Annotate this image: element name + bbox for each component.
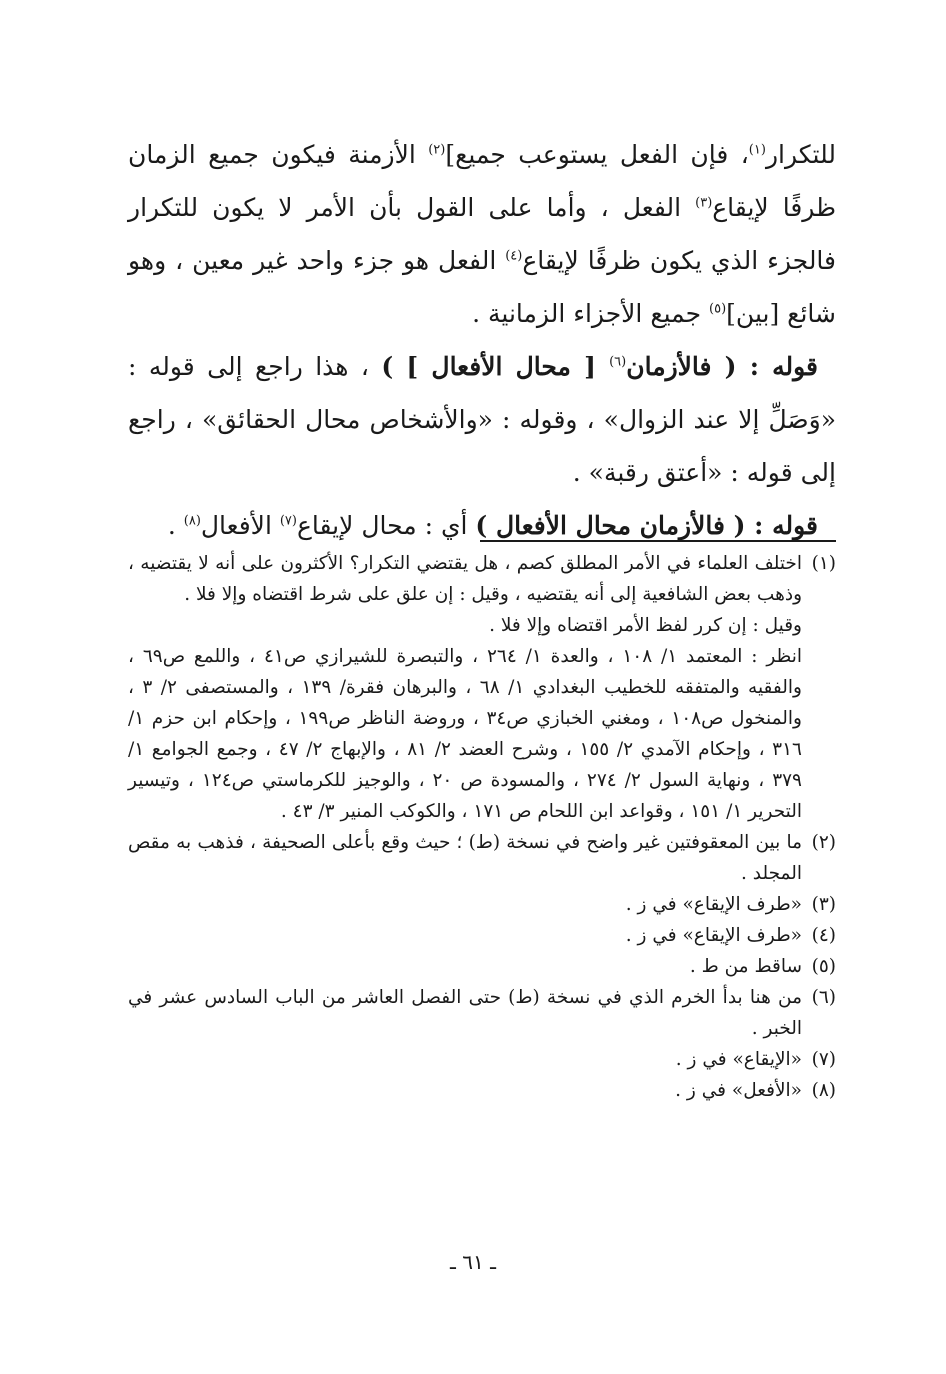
footnote-separator bbox=[480, 540, 836, 542]
footnote-body bbox=[128, 548, 802, 610]
footnote-number: (٥) bbox=[811, 956, 836, 977]
footnote-ref-2[interactable]: (٢) bbox=[428, 142, 446, 158]
footnote-text: «الإيقاع» في ز . bbox=[675, 1049, 802, 1070]
footnote-5 bbox=[128, 951, 836, 982]
footnote-4 bbox=[128, 920, 836, 951]
footnote-number: (٢) bbox=[811, 832, 836, 853]
footnote-7 bbox=[128, 1044, 836, 1075]
footnote-text: «الأفعل» في ز . bbox=[675, 1080, 802, 1101]
footnote-8 bbox=[128, 1075, 836, 1106]
footnote-1-references: انظر : المعتمد ١/ ١٠٨ ، والعدة ١/ ٢٦٤ ، والتبصرة للشيرازي ص٤١ ، واللمع ص٦٩ ، والفقيه والمتفقه للخطيب البغدادي ١/ ٦٨ ، والبرهان فقرة/ ١٣٩ ، والمستصفى ٢/ ٣ ، والمنخول ص١٠٨ ، ومغني الخبازي ص٣٤ ، وروضة الناظر ص١٩٩ ، وإحكام ابن حزم ١/ ٣١٦ ، وإحكام الآمدي ٢/ ١٥٥ ، وشرح العضد ٢/ ٨١ ، والإبهاج ٢/ ٤٧ ، وجمع الجوامع ١/ ٣٧٩ ، ونهاية السول ٢/ ٢٧٤ ، والمسودة ص ٢٠ ، والوجيز للكرماستي ص١٢٤ ، وتيسير التحرير ١/ ١٥١ ، وقواعد ابن اللحام ص ١٧١ ، والكوكب المنير ٣/ ٤٣ . bbox=[128, 646, 802, 822]
footnote-number: (٧) bbox=[811, 1049, 836, 1070]
footnotes bbox=[128, 548, 836, 1106]
footnote-ref-6[interactable]: (٦) bbox=[609, 354, 627, 370]
text-run: الأزمنة فيكون جميع الزمان ظرفًا لإيقاع bbox=[128, 140, 837, 222]
footnote-text: اختلف العلماء في الأمر المطلق كصم ، هل يقتضي التكرار؟ الأكثرون على أنه لا يقتضيه ، وذهب بعض الشافعية إلى أنه يقتضيه ، وقيل : إن علق على شرط اقتضاه وإلا فلا . bbox=[128, 553, 802, 605]
text-run: الأفعال bbox=[200, 511, 280, 540]
text-run: ، هذا راجع إلى قوله : «وَصَلِّ إلا عند الزوال» ، وقوله : «والأشخاص محال الحقائق» ، راجع إلى قوله : «أعتق رقبة» . bbox=[128, 352, 836, 487]
footnote-text: «طرف الإيقاع» في ز . bbox=[625, 925, 802, 946]
paragraph-2 bbox=[128, 340, 836, 499]
footnote-6 bbox=[128, 982, 836, 1044]
paragraph-3 bbox=[128, 499, 836, 552]
footnote-2 bbox=[128, 827, 836, 889]
paragraph-1 bbox=[128, 128, 836, 340]
footnote-text: من هنا بدأ الخرم الذي في نسخة (ط) حتى الفصل العاشر من الباب السادس عشر في الخبر . bbox=[128, 987, 802, 1039]
footnote-ref-5[interactable]: (٥) bbox=[709, 301, 727, 317]
text-run: الفعل ، وأما على القول بأن الأمر لا يكون للتكرار فالجزء الذي يكون ظرفًا لإيقاع bbox=[128, 193, 836, 275]
page-number: ـ ٦١ ـ bbox=[450, 1250, 496, 1274]
footnote-1-continuation: وقيل : إن كرر لفظ الأمر اقتضاه وإلا فلا . bbox=[489, 615, 802, 636]
footnote-number: (٦) bbox=[811, 987, 836, 1008]
text-run: أي : محال لإيقاع bbox=[296, 511, 476, 540]
bold-lemma: قوله : ( فالأزمان bbox=[626, 352, 818, 381]
footnote-ref-7[interactable]: (٧) bbox=[279, 513, 297, 529]
bold-lemma: [ محال الأفعال ] ) bbox=[381, 352, 610, 381]
footnote-number: (٨) bbox=[811, 1080, 836, 1101]
text-run: ، فإن الفعل يستوعب جميع] bbox=[445, 140, 749, 169]
footnote-text: ساقط من ط . bbox=[689, 956, 802, 977]
footnote-text: «طرف الإيقاع» في ز . bbox=[625, 894, 802, 915]
footnote-ref-4[interactable]: (٤) bbox=[505, 248, 523, 264]
text-run: . bbox=[167, 511, 184, 540]
text-run: الفعل هو جزء واحد غير معين ، وهو شائع [بين] bbox=[128, 246, 836, 328]
text-run: للتكرار bbox=[765, 140, 836, 169]
text-run: جميع الأجزاء الزمانية . bbox=[472, 299, 710, 328]
footnote-ref-8[interactable]: (٨) bbox=[183, 513, 201, 529]
footnote-text: ما بين المعقوفتين غير واضح في نسخة (ط) ؛ حيث وقع بأعلى الصحيفة ، فذهب به مقص المجلد . bbox=[128, 832, 802, 884]
footnote-number: (١) bbox=[811, 553, 836, 574]
footnote-number: (٤) bbox=[811, 925, 836, 946]
footnote-3 bbox=[128, 889, 836, 920]
footnote-number: (٣) bbox=[811, 894, 836, 915]
footnote-ref-3[interactable]: (٣) bbox=[695, 195, 713, 211]
bold-lemma: قوله : ( فالأزمان محال الأفعال ) bbox=[475, 511, 818, 540]
footnote-ref-1[interactable]: (١) bbox=[748, 142, 766, 158]
footnote-1 bbox=[128, 548, 836, 610]
main-text bbox=[128, 128, 836, 552]
